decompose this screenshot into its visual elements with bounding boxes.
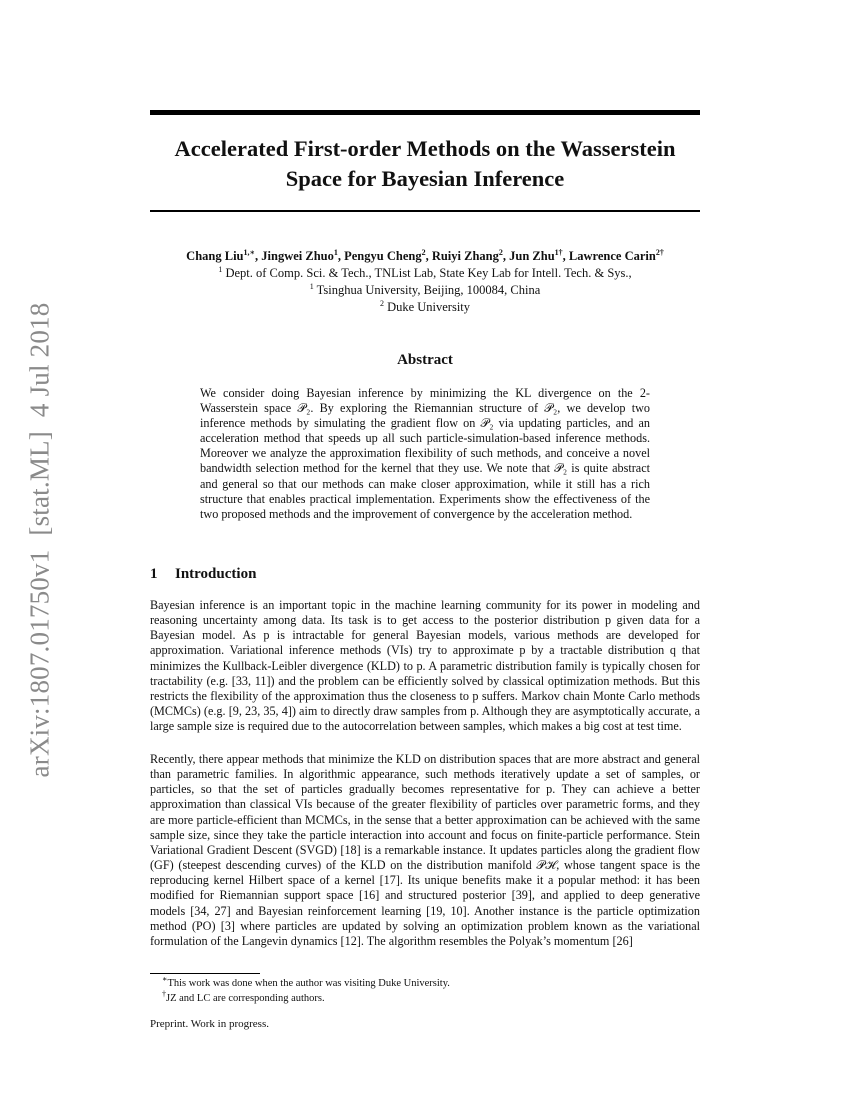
affiliation-1-line-2: $^1$ Tsinghua University, Beijing, 100084, China [309,281,541,297]
title-top-rule [150,110,700,115]
title-bottom-rule [150,210,700,212]
footnote-1 [162,974,450,990]
author-name: Chang Liu [186,249,244,263]
author-name: Lawrence Carin [568,249,656,263]
arxiv-id: arXiv:1807.01750v1 [24,549,55,778]
affiliation-1-line-1: $^1$ Dept. of Comp. Sci. & Tech., TNList Lab, State Key Lab for Intell. Tech. & Sys., [218,264,632,280]
author-name: Jun Zhu [509,249,555,263]
paper-title [150,134,700,194]
arxiv-stamp-text [25,303,56,778]
author-name: Ruiyi Zhang [431,249,499,263]
author-sup: 1 [333,247,338,257]
section-heading [150,566,700,583]
footnote-text: This work was done when the author was visiting Duke University. [167,978,450,989]
title-line-2: Space for Bayesian Inference [285,166,565,191]
abstract-heading: Abstract [397,352,453,368]
author-sup: 2 [498,247,503,257]
footnote-text: JZ and LC are corresponding authors. [166,993,325,1004]
section-number: 1 [150,566,158,582]
body-paragraph-2: Recently, there appear methods that minimize the KLD on distribution spaces that are more abstract and general than parametric families. In algorithmic appearance, such methods iteratively update a set of samples, or particles, so that the set of particles gradually becomes representative for p. They can achieve a better approximation than classical VIs because of the greater flexibility of particles over parametric forms, and they are more particle-efficient than MCMCs, in the sense that a better approximation can be achieved with the same sample size, since they take the particle interaction into account and focus on finite-particle performance. Stein Variational Gradient Descent (SVGD) [18] is a remarkable instance. It updates particles along the gradient flow (GF) (steepest descending curves) of the KLD on the distribution manifold 𝒫ℋ, whose tangent space is the reproducing kernel Hilbert space of a kernel [17]. Its unique benefits make it a popular method: it has been modified for Riemannian support space [16] and structured posterior [39], and applied to deep generative models [34, 27] and Bayesian reinforcement learning [19, 10]. Another instance is the particle optimization method (PO) [3] where particles are updated by solving an optimization problem known as the variational formulation of the Langevin dynamics [12]. The algorithm resembles the Polyak’s momentum [26] [150,752,700,948]
arxiv-category: [stat.ML] [24,431,55,536]
affiliation-2: $^2$ Duke University [379,298,471,314]
author-name: Pengyu Cheng [344,249,422,263]
arxiv-date: 4 Jul 2018 [24,302,55,418]
author-sup: 2† [655,247,664,257]
footnote-mark: ∗ [162,974,168,984]
author-block [150,248,700,316]
author-name: Jingwei Zhuo [261,249,334,263]
preprint-note: Preprint. Work in progress. [150,1018,269,1030]
author-sup: 1,∗ [243,247,256,257]
author-sup: 2 [421,247,426,257]
title-line-1: Accelerated First-order Methods on the Wasserstein [174,136,676,161]
body-paragraph-1: Bayesian inference is an important topic in the machine learning community for its power in modeling and reasoning uncertainty among data. Its task is to get access to the posterior distribution p given data for a Bayesian model. As p is intractable for general Bayesian models, various methods are developed for approximation. Variational inference methods (VIs) try to approximate p by a tractable distribution q that minimizes the Kullback-Leibler divergence (KLD) to p. A parametric distribution family is typically chosen for tractability (e.g. [33, 11]) and the problem can be efficiently solved by classical optimization methods. But this restricts the flexibility of the approximation thus the closeness to p suffers. Markov chain Monte Carlo methods (MCMCs) (e.g. [9, 23, 35, 4]) aim to directly draw samples from p. Although they are asymptotically accurate, a large sample size is required due to the autocorrelation between samples, which makes a big cost at test time. [150,598,700,734]
author-names: Chang Liu$^{1,∗}$, Jingwei Zhuo$^1$, Pengyu Cheng$^2$, Ruiyi Zhang$^2$, Jun Zhu$^{1\dagger}$, Lawrence Carin$^{2\dagger}$ [186,247,664,263]
footnote-mark: † [162,989,166,999]
footnote-2 [162,989,325,1005]
section-title: Introduction [175,566,257,582]
author-sup: 1† [554,247,563,257]
abstract-text: We consider doing Bayesian inference by minimizing the KL divergence on the 2-Wasserstein space 𝒫₂. By exploring the Riemannian structure of 𝒫₂, we develop two inference methods by simulating the gradient flow on 𝒫₂ via updating particles, and an acceleration method that speeds up all such particle-simulation-based inference methods. Moreover we analyze the approximation flexibility of such methods, and conceive a novel bandwidth selection method for the kernel that they use. We note that 𝒫₂ is quite abstract and general so that our methods can make closer approximation, while it still has a rich structure that enables practical implementation. Experiments show the effectiveness of the two proposed methods and the improvement of convergence by the acceleration method. [200,386,650,521]
